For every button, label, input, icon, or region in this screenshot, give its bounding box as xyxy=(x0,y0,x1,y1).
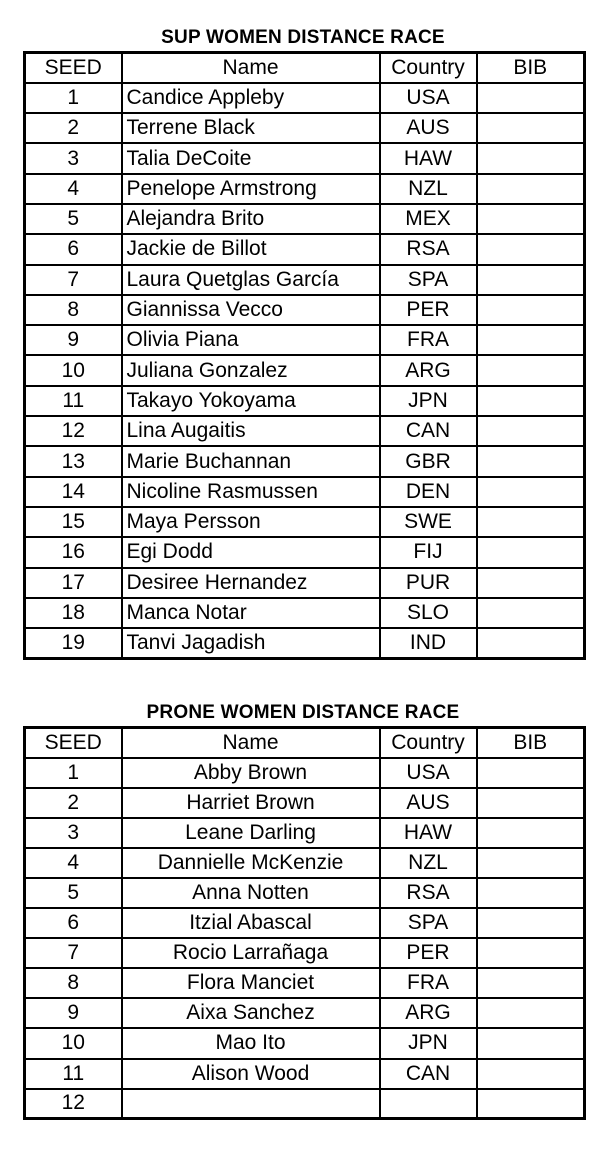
table-row xyxy=(25,568,585,598)
cell-bib xyxy=(477,998,585,1028)
cell-seed: 4 xyxy=(25,174,122,204)
table-row xyxy=(25,325,585,355)
table-row xyxy=(25,355,585,385)
cell-name: Manca Notar xyxy=(122,598,380,628)
cell-seed: 11 xyxy=(25,386,122,416)
cell-bib xyxy=(477,113,585,143)
table-row xyxy=(25,1059,585,1089)
prone-table xyxy=(23,726,586,1120)
cell-seed: 5 xyxy=(25,204,122,234)
cell-seed: 19 xyxy=(25,628,122,658)
cell-bib xyxy=(477,355,585,385)
cell-country: PER xyxy=(380,938,477,968)
header-bib: BIB xyxy=(477,53,585,83)
header-name: Name xyxy=(122,53,380,83)
cell-bib xyxy=(477,818,585,848)
cell-name xyxy=(122,1089,380,1119)
cell-bib xyxy=(477,507,585,537)
cell-seed: 16 xyxy=(25,537,122,567)
cell-bib xyxy=(477,174,585,204)
cell-bib xyxy=(477,598,585,628)
table-row xyxy=(25,537,585,567)
sup-table xyxy=(23,51,586,660)
cell-name: Tanvi Jagadish xyxy=(122,628,380,658)
cell-name: Candice Appleby xyxy=(122,83,380,113)
table-row xyxy=(25,1089,585,1119)
cell-country: USA xyxy=(380,758,477,788)
cell-name: Desiree Hernandez xyxy=(122,568,380,598)
cell-bib xyxy=(477,325,585,355)
cell-seed: 5 xyxy=(25,878,122,908)
cell-seed: 17 xyxy=(25,568,122,598)
cell-seed: 9 xyxy=(25,998,122,1028)
cell-country: DEN xyxy=(380,477,477,507)
cell-name: Egi Dodd xyxy=(122,537,380,567)
cell-country: USA xyxy=(380,83,477,113)
cell-country: SLO xyxy=(380,598,477,628)
cell-seed: 6 xyxy=(25,234,122,264)
cell-name: Marie Buchannan xyxy=(122,446,380,476)
cell-bib xyxy=(477,416,585,446)
cell-bib xyxy=(477,628,585,658)
cell-seed: 6 xyxy=(25,908,122,938)
table-row xyxy=(25,848,585,878)
cell-seed: 8 xyxy=(25,295,122,325)
cell-seed: 14 xyxy=(25,477,122,507)
cell-country: FIJ xyxy=(380,537,477,567)
cell-country: CAN xyxy=(380,1059,477,1089)
cell-name: Talia DeCoite xyxy=(122,143,380,173)
cell-country: ARG xyxy=(380,355,477,385)
cell-bib xyxy=(477,788,585,818)
cell-seed: 4 xyxy=(25,848,122,878)
table-row xyxy=(25,416,585,446)
cell-seed: 12 xyxy=(25,1089,122,1119)
cell-country xyxy=(380,1089,477,1119)
cell-name: Maya Persson xyxy=(122,507,380,537)
cell-seed: 1 xyxy=(25,758,122,788)
cell-bib xyxy=(477,1089,585,1119)
cell-name: Olivia Piana xyxy=(122,325,380,355)
prone-section xyxy=(23,700,583,1120)
cell-country: SWE xyxy=(380,507,477,537)
cell-name: Lina Augaitis xyxy=(122,416,380,446)
cell-name: Alison Wood xyxy=(122,1059,380,1089)
cell-country: SPA xyxy=(380,908,477,938)
cell-seed: 3 xyxy=(25,818,122,848)
cell-name: Rocio Larrañaga xyxy=(122,938,380,968)
sup-table-body xyxy=(25,83,585,659)
table-row xyxy=(25,788,585,818)
cell-bib xyxy=(477,537,585,567)
cell-name: Alejandra Brito xyxy=(122,204,380,234)
cell-seed: 11 xyxy=(25,1059,122,1089)
cell-country: FRA xyxy=(380,968,477,998)
cell-country: SPA xyxy=(380,265,477,295)
cell-bib xyxy=(477,848,585,878)
cell-name: Nicoline Rasmussen xyxy=(122,477,380,507)
table-row xyxy=(25,598,585,628)
cell-bib xyxy=(477,1028,585,1058)
table-row xyxy=(25,234,585,264)
cell-bib xyxy=(477,938,585,968)
cell-name: Leane Darling xyxy=(122,818,380,848)
cell-bib xyxy=(477,758,585,788)
table-row xyxy=(25,758,585,788)
cell-name: Terrene Black xyxy=(122,113,380,143)
cell-country: RSA xyxy=(380,878,477,908)
table-row xyxy=(25,1028,585,1058)
cell-bib xyxy=(477,234,585,264)
table-row xyxy=(25,998,585,1028)
cell-name: Flora Manciet xyxy=(122,968,380,998)
cell-bib xyxy=(477,878,585,908)
prone-table-body xyxy=(25,758,585,1119)
table-row xyxy=(25,446,585,476)
cell-seed: 7 xyxy=(25,938,122,968)
cell-name: Penelope Armstrong xyxy=(122,174,380,204)
cell-bib xyxy=(477,568,585,598)
cell-country: NZL xyxy=(380,174,477,204)
cell-country: JPN xyxy=(380,1028,477,1058)
cell-name: Dannielle McKenzie xyxy=(122,848,380,878)
cell-country: RSA xyxy=(380,234,477,264)
cell-name: Laura Quetglas García xyxy=(122,265,380,295)
cell-name: Aixa Sanchez xyxy=(122,998,380,1028)
table-row xyxy=(25,204,585,234)
cell-bib xyxy=(477,968,585,998)
cell-seed: 9 xyxy=(25,325,122,355)
cell-bib xyxy=(477,908,585,938)
table-row xyxy=(25,908,585,938)
cell-bib xyxy=(477,386,585,416)
table-header-row xyxy=(25,728,585,758)
header-country: Country xyxy=(380,53,477,83)
cell-seed: 13 xyxy=(25,446,122,476)
cell-bib xyxy=(477,477,585,507)
cell-country: HAW xyxy=(380,818,477,848)
cell-bib xyxy=(477,446,585,476)
header-country: Country xyxy=(380,728,477,758)
cell-country: IND xyxy=(380,628,477,658)
cell-name: Juliana Gonzalez xyxy=(122,355,380,385)
cell-seed: 2 xyxy=(25,788,122,818)
header-seed: SEED xyxy=(25,728,122,758)
cell-name: Giannissa Vecco xyxy=(122,295,380,325)
cell-bib xyxy=(477,295,585,325)
sup-section xyxy=(23,25,583,660)
cell-country: GBR xyxy=(380,446,477,476)
table-row xyxy=(25,968,585,998)
cell-seed: 10 xyxy=(25,355,122,385)
cell-country: AUS xyxy=(380,788,477,818)
cell-name: Harriet Brown xyxy=(122,788,380,818)
table-row xyxy=(25,386,585,416)
header-seed: SEED xyxy=(25,53,122,83)
cell-bib xyxy=(477,143,585,173)
table-row xyxy=(25,477,585,507)
cell-country: AUS xyxy=(380,113,477,143)
cell-country: MEX xyxy=(380,204,477,234)
cell-name: Anna Notten xyxy=(122,878,380,908)
table-row xyxy=(25,878,585,908)
cell-country: FRA xyxy=(380,325,477,355)
cell-seed: 12 xyxy=(25,416,122,446)
cell-country: JPN xyxy=(380,386,477,416)
header-name: Name xyxy=(122,728,380,758)
cell-seed: 10 xyxy=(25,1028,122,1058)
cell-seed: 1 xyxy=(25,83,122,113)
cell-bib xyxy=(477,265,585,295)
cell-seed: 15 xyxy=(25,507,122,537)
cell-seed: 2 xyxy=(25,113,122,143)
table-row xyxy=(25,265,585,295)
table-row xyxy=(25,507,585,537)
cell-country: HAW xyxy=(380,143,477,173)
table-row xyxy=(25,938,585,968)
cell-country: NZL xyxy=(380,848,477,878)
cell-country: ARG xyxy=(380,998,477,1028)
cell-bib xyxy=(477,1059,585,1089)
cell-seed: 8 xyxy=(25,968,122,998)
cell-country: PUR xyxy=(380,568,477,598)
table-row xyxy=(25,113,585,143)
cell-name: Takayo Yokoyama xyxy=(122,386,380,416)
cell-country: PER xyxy=(380,295,477,325)
cell-bib xyxy=(477,204,585,234)
cell-seed: 7 xyxy=(25,265,122,295)
table-row xyxy=(25,83,585,113)
prone-title: PRONE WOMEN DISTANCE RACE xyxy=(146,702,460,723)
cell-name: Jackie de Billot xyxy=(122,234,380,264)
cell-name: Itzial Abascal xyxy=(122,908,380,938)
table-header-row xyxy=(25,53,585,83)
table-row xyxy=(25,628,585,658)
cell-name: Abby Brown xyxy=(122,758,380,788)
table-row xyxy=(25,143,585,173)
table-row xyxy=(25,174,585,204)
cell-seed: 18 xyxy=(25,598,122,628)
cell-name: Mao Ito xyxy=(122,1028,380,1058)
sup-title: SUP WOMEN DISTANCE RACE xyxy=(161,27,445,48)
cell-seed: 3 xyxy=(25,143,122,173)
table-row xyxy=(25,818,585,848)
table-row xyxy=(25,295,585,325)
cell-country: CAN xyxy=(380,416,477,446)
cell-bib xyxy=(477,83,585,113)
header-bib: BIB xyxy=(477,728,585,758)
